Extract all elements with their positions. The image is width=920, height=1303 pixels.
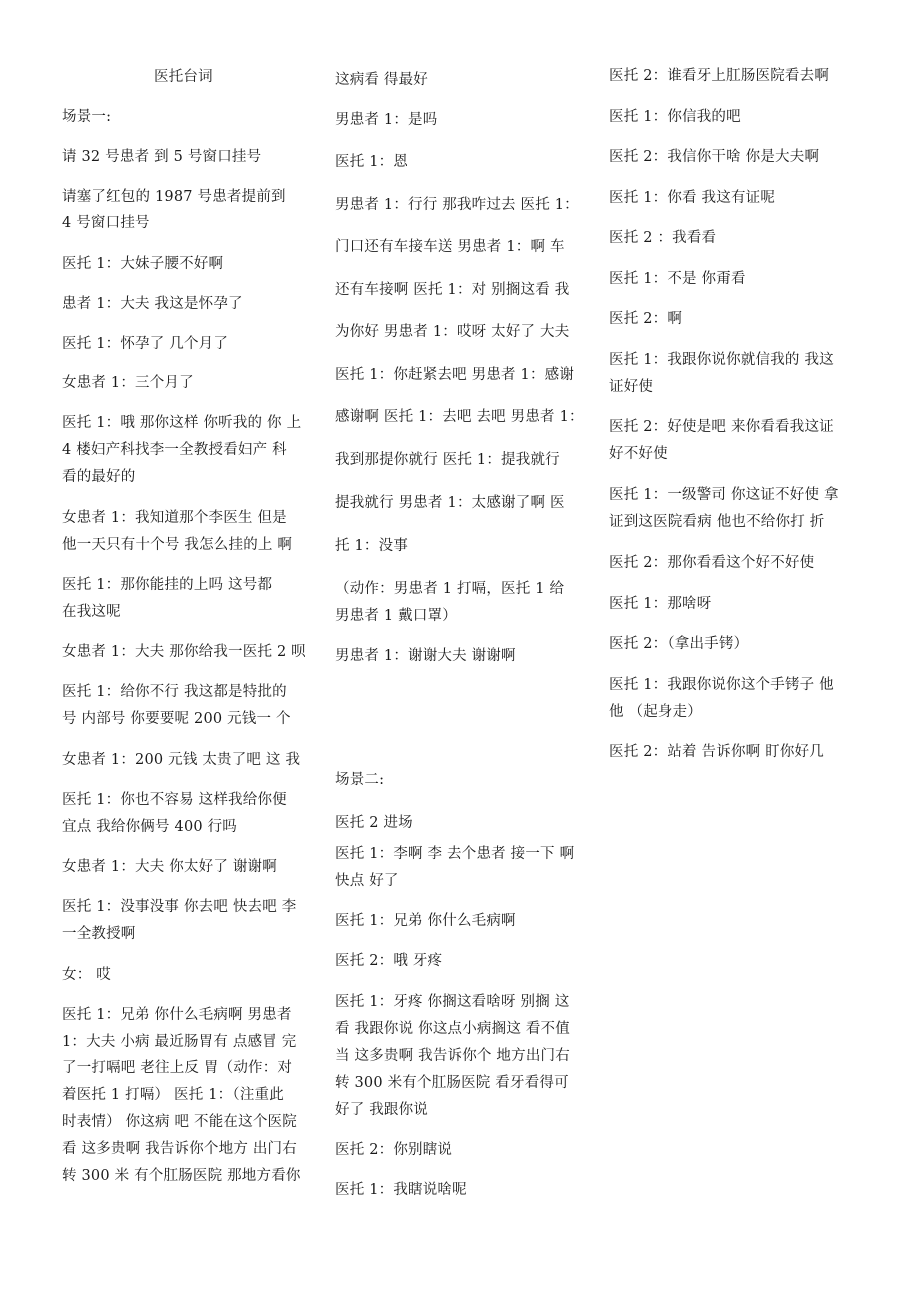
text-line: 医托 1：那啥呀 [609, 596, 712, 612]
text-line: 1：大夫 小病 最近肠胃有 点感冒 完 [62, 1034, 297, 1050]
text-line: 医托 1：大妹子腰不好啊 [62, 256, 224, 272]
text-line: 医托 1：不是 你甭看 [609, 271, 746, 287]
text-line: 提我就行 男患者 1：太感谢了啊 医 [335, 495, 565, 511]
text-line: 医托 1：兄弟 你什么毛病啊 [335, 913, 516, 929]
text-line: 医托 2：那你看看这个好不好使 [609, 555, 815, 571]
text-line: 医托 1：你也不容易 这样我给你便 [62, 792, 287, 808]
text-line: 医托 1：恩 [335, 154, 409, 170]
text-line: 医托 1：那你能挂的上吗 这号都 [62, 577, 273, 593]
text-line: 女： 哎 [62, 967, 111, 983]
text-line: 时表情） 你这病 吧 不能在这个医院 [62, 1114, 297, 1130]
text-line: 医托 2：啊 [609, 311, 683, 327]
text-line: 医托 1：给你不行 我这都是特批的 [62, 684, 287, 700]
text-line: 宜点 我给你俩号 400 行吗 [62, 819, 238, 835]
text-line: 请 32 号患者 到 5 号窗口挂号 [62, 149, 262, 165]
text-line: 请塞了红包的 1987 号患者提前到 [62, 189, 286, 205]
text-line: 医托 1：一级警司 你这证不好使 拿 [609, 487, 839, 503]
text-line: 医托 1：哦 那你这样 你听我的 你 上 [62, 415, 302, 431]
text-line: 女患者 1：三个月了 [62, 375, 194, 391]
text-line: 医托 1：没事没事 你去吧 快去吧 李 [62, 899, 297, 915]
document-title: 医托台词 [154, 69, 213, 85]
text-line: 一全教授啊 [62, 926, 136, 942]
text-line: 男患者 1：是吗 [335, 112, 438, 128]
text-line: 看的最好的 [62, 469, 136, 485]
text-line: 着医托 1 打嗝） 医托 1：（注重此 [62, 1087, 284, 1103]
text-line: 医托 1：我跟你说你就信我的 我这 [609, 352, 834, 368]
text-line: 女患者 1：200 元钱 太贵了吧 这 我 [62, 752, 301, 768]
text-line: 医托 2：站着 告诉你啊 盯你好几 [609, 744, 824, 760]
text-line: 感谢啊 医托 1：去吧 去吧 男患者 1： [335, 409, 584, 425]
text-line: 为你好 男患者 1：哎呀 太好了 大夫 [335, 324, 570, 340]
text-line: 医托 2：好使是吧 来你看看我这证 [609, 419, 834, 435]
text-line: 男患者 1：行行 那我咋过去 医托 1： [335, 197, 579, 213]
text-line: 医托 1：你信我的吧 [609, 109, 741, 125]
text-line: 号 内部号 你要要呢 200 元钱一 个 [62, 711, 291, 727]
text-line: （动作：男患者 1 打嗝，医托 1 给 [335, 581, 565, 597]
text-line: 男患者 1：谢谢大夫 谢谢啊 [335, 648, 516, 664]
text-line: 他 （起身走） [609, 704, 703, 720]
text-line: 看 这多贵啊 我告诉你个地方 出门右 [62, 1141, 297, 1157]
text-line: 了一打嗝吧 老往上反 胃（动作：对 [62, 1060, 293, 1076]
text-line: 患者 1：大夫 我这是怀孕了 [62, 296, 243, 312]
text-line: 4 楼妇产科找李一全教授看妇产 科 [62, 442, 287, 458]
text-line: 医托 2：谁看牙上肛肠医院看去啊 [609, 68, 830, 84]
text-line: 证好使 [609, 379, 654, 395]
text-line: 好不好使 [609, 446, 668, 462]
text-line: 医托 1：怀孕了 几个月了 [62, 336, 229, 352]
text-line: 女患者 1：大夫 那你给我一医托 2 呗 [62, 644, 306, 660]
text-line: 他一天只有十个号 我怎么挂的上 啊 [62, 537, 293, 553]
text-line: 医托 2 ：我看看 [609, 230, 717, 246]
text-line: 证到这医院看病 他也不给你打 折 [609, 514, 825, 530]
text-line: 转 300 米有个肛肠医院 看牙看得可 [335, 1075, 569, 1091]
scene-heading: 场景二: [335, 772, 385, 788]
text-line: 医托 1：我瞎说啥呢 [335, 1182, 467, 1198]
text-line: 医托 1：你赶紧去吧 男患者 1：感谢 [335, 367, 575, 383]
text-line: 托 1：没事 [335, 538, 409, 554]
text-line: 医托 2：哦 牙疼 [335, 953, 443, 969]
text-line: 女患者 1：我知道那个李医生 但是 [62, 510, 287, 526]
text-line: 4 号窗口挂号 [62, 215, 150, 231]
text-line: 医托 1：你看 我这有证呢 [609, 190, 776, 206]
text-line: 医托 2：你别瞎说 [335, 1142, 453, 1158]
text-line: 医托 2 进场 [335, 815, 413, 831]
text-line: 转 300 米 有个肛肠医院 那地方看你 [62, 1168, 301, 1184]
text-line: 男患者 1 戴口罩） [335, 608, 457, 624]
text-line: 女患者 1：大夫 你太好了 谢谢啊 [62, 859, 277, 875]
text-line: 当 这多贵啊 我告诉你个 地方出门右 [335, 1048, 570, 1064]
text-line: 我到那提你就行 医托 1：提我就行 [335, 452, 560, 468]
text-line: 医托 1：兄弟 你什么毛病啊 男患者 [62, 1007, 292, 1023]
text-line: 快点 好了 [335, 873, 399, 889]
text-line: 医托 1：牙疼 你搁这看啥呀 别搁 这 [335, 994, 570, 1010]
text-line: 医托 1：李啊 李 去个患者 接一下 啊 [335, 846, 575, 862]
text-line: 医托 2：我信你干啥 你是大夫啊 [609, 149, 820, 165]
text-line: 在我这呢 [62, 604, 121, 620]
text-line: 好了 我跟你说 [335, 1102, 429, 1118]
scene-heading: 场景一: [62, 109, 112, 125]
text-line: 门口还有车接车送 男患者 1：啊 车 [335, 239, 565, 255]
text-line: 看 我跟你说 你这点小病搁这 看不值 [335, 1021, 570, 1037]
text-line: 医托 1：我跟你说你这个手铐子 他 [609, 677, 834, 693]
text-line: 医托 2：（拿出手铐） [609, 636, 749, 652]
text-line: 这病看 得最好 [335, 72, 429, 88]
text-line: 还有车接啊 医托 1：对 别搁这看 我 [335, 282, 570, 298]
